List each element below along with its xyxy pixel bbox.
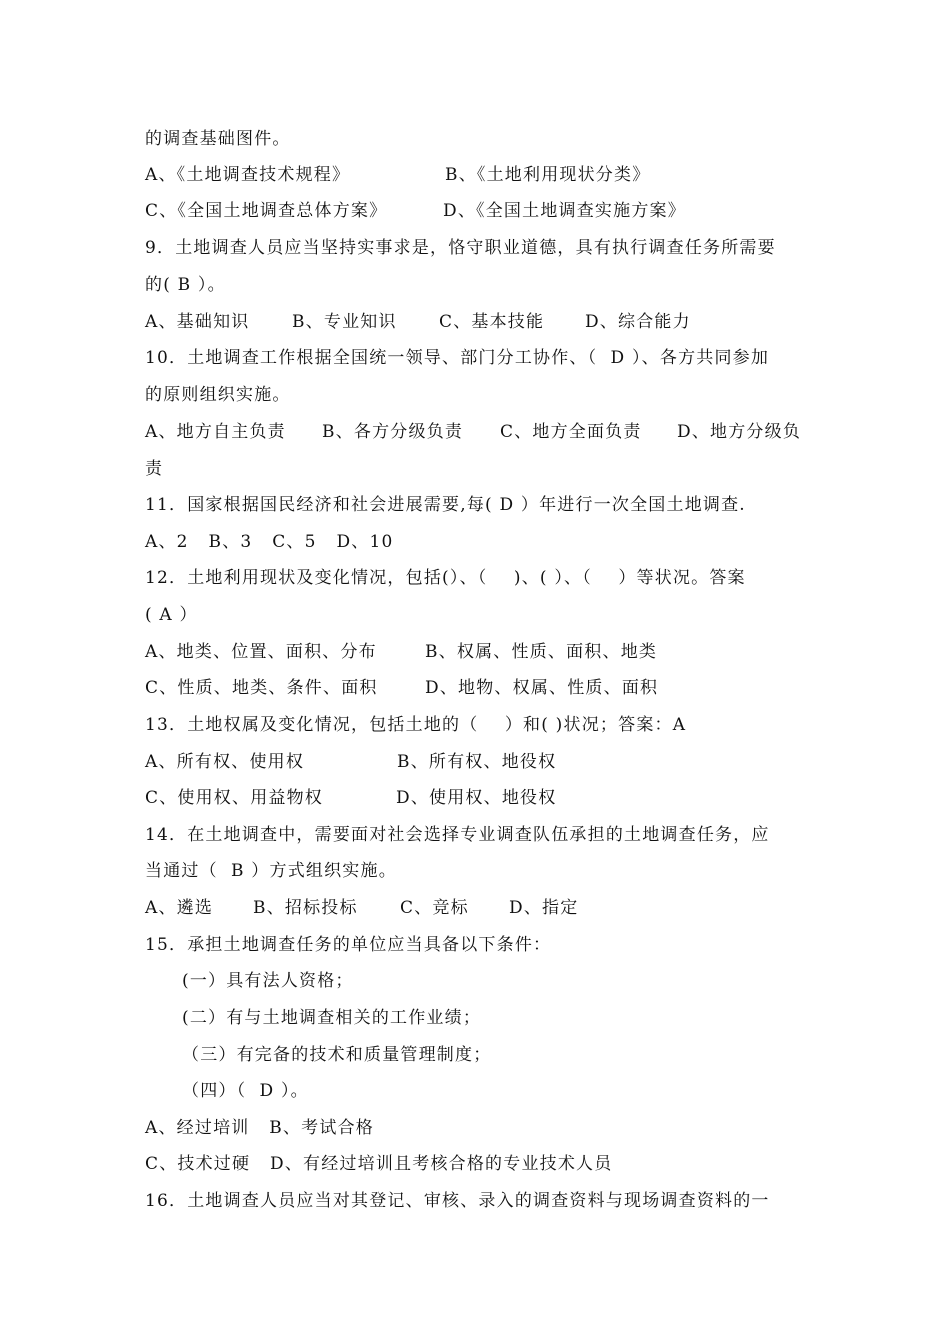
option-a: A、地类、位置、面积、分布 [145,642,377,662]
answer-text: 的( B ）。 [145,275,226,295]
option-d: D、指定 [509,898,579,918]
answer-text: ( A ） [145,605,198,625]
text-segment: 的原则组织实施。 [145,385,291,405]
option-b: B、各方分级负责 [322,422,464,442]
option-d: D、《全国土地调查实施方案》 [443,201,686,221]
option-a: A、遴选 [145,898,214,918]
option-c: C、使用权、用益物权 [145,788,324,808]
question-13: 13．土地权属及变化情况，包括土地的（ ）和( )状况；答案：A [145,715,687,735]
option-d: D、地物、权属、性质、面积 [425,678,659,698]
text-segment: 当通过（ B ）方式组织实施。 [145,861,397,881]
question-11: 11．国家根据国民经济和社会进展需要,每( D ）年进行一次全国土地调查. [145,495,746,515]
condition-2: (二）有与土地调查相关的工作业绩； [182,1008,482,1028]
text-segment: 的调查基础图件。 [145,129,291,149]
option-d: D、使用权、地役权 [396,788,557,808]
question-15: 15．承担土地调查任务的单位应当具备以下条件： [145,935,552,955]
options-ab: A、经过培训 B、考试合格 [145,1118,374,1138]
question-9: 9．土地调查人员应当坚持实事求是，恪守职业道德，具有执行调查任务所需要 [145,238,776,258]
option-c: C、性质、地类、条件、面积 [145,678,378,698]
option-c: C、地方全面负责 [500,422,642,442]
option-a: A、所有权、使用权 [145,752,305,772]
option-b: B、权属、性质、面积、地类 [425,642,658,662]
option-d: D、综合能力 [585,312,691,332]
question-16: 16．土地调查人员应当对其登记、审核、录入的调查资料与现场调查资料的一 [145,1191,770,1211]
question-10: 10．土地调查工作根据全国统一领导、部门分工协作、（ D ）、各方共同参加 [145,348,770,368]
option-c: C、竞标 [400,898,469,918]
options-inline: A、2 B、3 C、5 D、10 [145,532,394,552]
option-d: D、地方分级负 [677,422,802,442]
option-c: C、《全国土地调查总体方案》 [145,201,388,221]
option-a: A、基础知识 [145,312,250,332]
option-b: B、所有权、地役权 [397,752,557,772]
option-c: C、基本技能 [439,312,545,332]
text-segment: 责 [145,459,164,479]
option-a: A、地方自主负责 [145,422,286,442]
options-cd: C、技术过硬 D、有经过培训且考核合格的专业技术人员 [145,1154,613,1174]
condition-3: （三）有完备的技术和质量管理制度； [182,1045,492,1065]
question-line [145,1190,770,1256]
question-14: 14．在土地调查中，需要面对社会选择专业调查队伍承担的土地调查任务，应 [145,825,770,845]
condition-1: (一）具有法人资格； [182,971,354,991]
option-b: B、专业知识 [292,312,397,332]
option-b: B、《土地利用现状分类》 [445,165,651,185]
option-b: B、招标投标 [253,898,358,918]
condition-4: （四）（ D ）。 [182,1081,309,1101]
question-12: 12．土地利用现状及变化情况，包括(）、（ )、( ）、（ ）等状况。答案 [145,568,746,588]
option-a: A、《土地调查技术规程》 [145,165,351,185]
